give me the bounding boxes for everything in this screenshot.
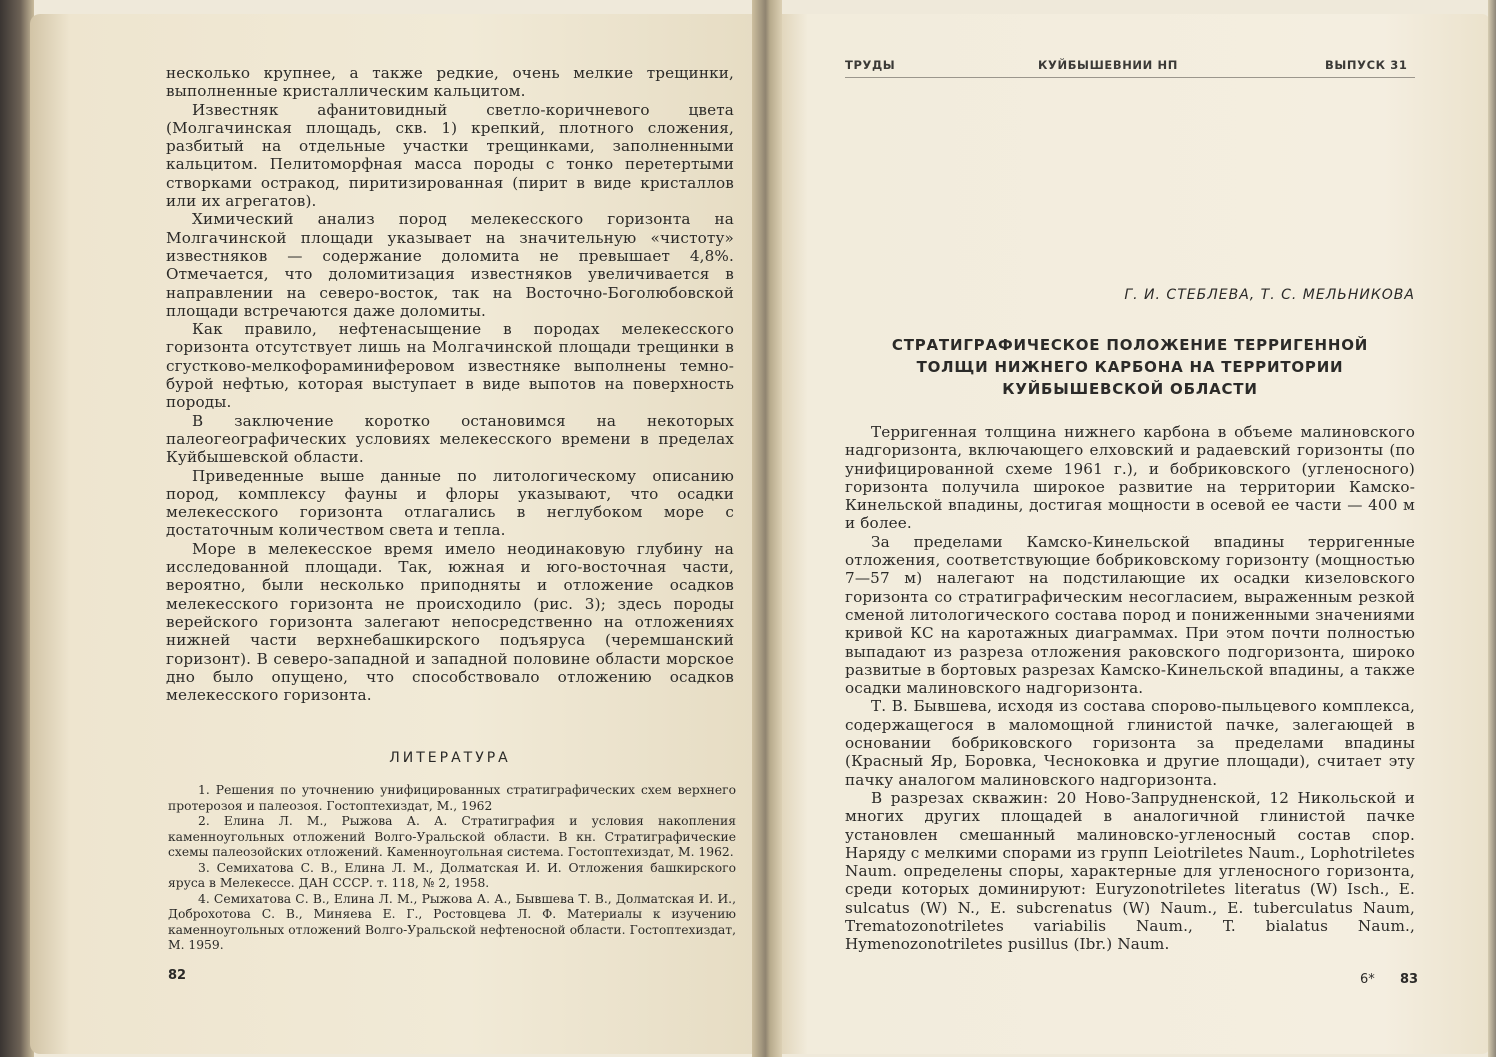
left-paragraph: Море в мелекесское время имело неодинаковую глубину на исследованной площади. Так, южная и юго-восточная части, вероятно, были несколько приподняты и отложение осадков мелекесского горизонта не происходило (рис. 3); здесь породы верейского горизонта залегают непосредственно на отложениях нижней части верхнебашкирского подъяруса (черемшанский горизонт). В северо-западной и западной половине области морское дно было опущено, что способствовало отложению осадков мелекесского горизонта. [166,539,734,705]
left-paragraph: Как правило, нефтенасыщение в породах мелекесского горизонта отсутствует лишь на Молгачинской площади трещинки в сгустково-мелкофораминиферовом известняке выполнены темно-бурой нефтью, которая выступает в виде выпотов на поверхность породы. [166,320,734,412]
left-paragraph: В заключение коротко остановимся на некоторых палеогеографических условиях мелекесского времени в пределах Куйбышевской области. [166,411,734,467]
title-line: ТОЛЩИ НИЖНЕГО КАРБОНА НА ТЕРРИТОРИИ [916,358,1344,376]
literature-heading: ЛИТЕРАТУРА [389,750,511,766]
right-page-number: 83 [1400,972,1419,987]
header-rule [845,77,1415,78]
left-page-number: 82 [168,968,187,983]
running-header-left: ТРУДЫ [845,58,896,72]
right-paragraph: Терригенная толщина нижнего карбона в объеме малиновского надгоризонта, включающего елховский и радаевский горизонты (по унифицированной схеме 1961 г.), и бобриковского (угленосного) горизонта получила широкое развитие на территории Камско-Кинельской впадины, достигая мощности в осевой ее части — 400 м и более. [845,423,1415,533]
right-paragraph: Т. В. Бывшева, исходя из состава спорово-пыльцевого комплекса, содержащегося в маломощной глинистой пачке, залегающей в основании бобриковского горизонта за пределами впадины (Красный Яр, Боровка, Чесноковка и другие площади), считает эту пачку аналогом малиновского надгоризонта. [845,697,1415,789]
left-paragraph: Химический анализ пород мелекесского горизонта на Молгачинской площади указывает на значительную «чистоту» известняков — содержание доломита не превышает 4,8%. Отмечается, что доломитизация известняков увеличивается в направлении на северо-восток, так на Восточно-Боголюбовской площади встречаются даже доломиты. [166,210,734,320]
reference-item: 2. Елина Л. М., Рыжова А. А. Стратиграфия и условия накопления каменноугольных отложений Волго-Уральской области. В кн. Стратиграфические схемы палеозойских отложений. Каменноугольная система. Гостоптехиздат, М. 1962. [168,814,736,859]
title-line: СТРАТИГРАФИЧЕСКОЕ ПОЛОЖЕНИЕ ТЕРРИГЕННОЙ [891,336,1369,354]
reference-item: 1. Решения по уточнению унифицированных стратиграфических схем верхнего протерозоя и палеозоя. Гостоптехиздат, М., 1962 [168,783,736,813]
book-edge-right [1488,0,1496,1057]
right-paragraph: За пределами Камско-Кинельской впадины терригенные отложения, соответствующие бобриковскому горизонту (мощностью 7—57 м) налегают на подстилающие их осадки кизеловского горизонта со стратиграфическим несогласием, выраженным резкой сменой литологического состава пород и пониженными значениями кривой КС на каротажных диаграммах. При этом почти полностью выпадают из разреза отложения раковского подгоризонта, широко развитые в бортовых разрезах Камско-Кинельской впадины, а также осадки малиновского надгоризонта. [845,532,1415,698]
title-line: КУЙБЫШЕВСКОЙ ОБЛАСТИ [1002,380,1258,398]
book-gutter [752,0,782,1057]
signature-mark: 6* [1360,972,1375,987]
running-header-right: ВЫПУСК 31 [1325,58,1408,72]
reference-item: 4. Семихатова С. В., Елина Л. М., Рыжова А. А., Бывшева Т. В., Долматская И. И., Доброхотова С. В., Миняева Е. Г., Ростовцева Л. Ф. Материалы к изучению каменноугольных отложений Волго-Уральской нефтеносной области. Гостоптехиздат, М. 1959. [168,891,736,952]
right-paragraph: В разрезах скважин: 20 Ново-Запрудненской, 12 Никольской и многих других площадей в аналогичной глинистой пачке установлен смешанный малиновско-угленосный состав спор. Наряду с мелкими спорами из групп Leiotriletes Naum., Lophotriletes Naum. определены споры, характерные для угленосного горизонта, среди которых доминируют: Euryzonotriletes literatus (W) Isch., E. sulcatus (W) N., E. subcrenatus (W) Naum., E. tuberculatus Naum, Trematozonotriletes variabilis Naum., T. bialatus Naum., Hymenozonotriletes pusillus (Ibr.) Naum. [845,788,1415,954]
running-header-center: КУЙБЫШЕВНИИ НП [1038,58,1178,72]
right-body-text [845,423,1415,954]
left-paragraph: несколько крупнее, а также редкие, очень мелкие трещинки, выполненные кристаллическим кальцитом. [166,64,734,101]
book-edge-left [0,0,34,1057]
left-paragraph: Приведенные выше данные по литологическому описанию пород, комплексу фауны и флоры указывают, что осадки мелекесского горизонта отлагались в неглубоком море с достаточным количеством света и тепла. [166,466,734,540]
reference-item: 3. Семихатова С. В., Елина Л. М., Долматская И. И. Отложения башкирского яруса в Мелекессе. ДАН СССР. т. 118, № 2, 1958. [168,860,736,890]
reference-list [168,783,736,954]
article-title [845,334,1415,400]
article-authors: Г. И. СТЕБЛЕВА, Т. С. МЕЛЬНИКОВА [1124,287,1415,303]
left-body-text [166,64,734,704]
left-paragraph: Известняк афанитовидный светло-коричневого цвета (Молгачинская площадь, скв. 1) крепкий, плотного сложения, разбитый на отдельные участки трещинками, заполненными кальцитом. Пелитоморфная масса породы с тонко перетертыми створками остракод, пиритизированная (пирит в виде кристаллов или их агрегатов). [166,100,734,211]
